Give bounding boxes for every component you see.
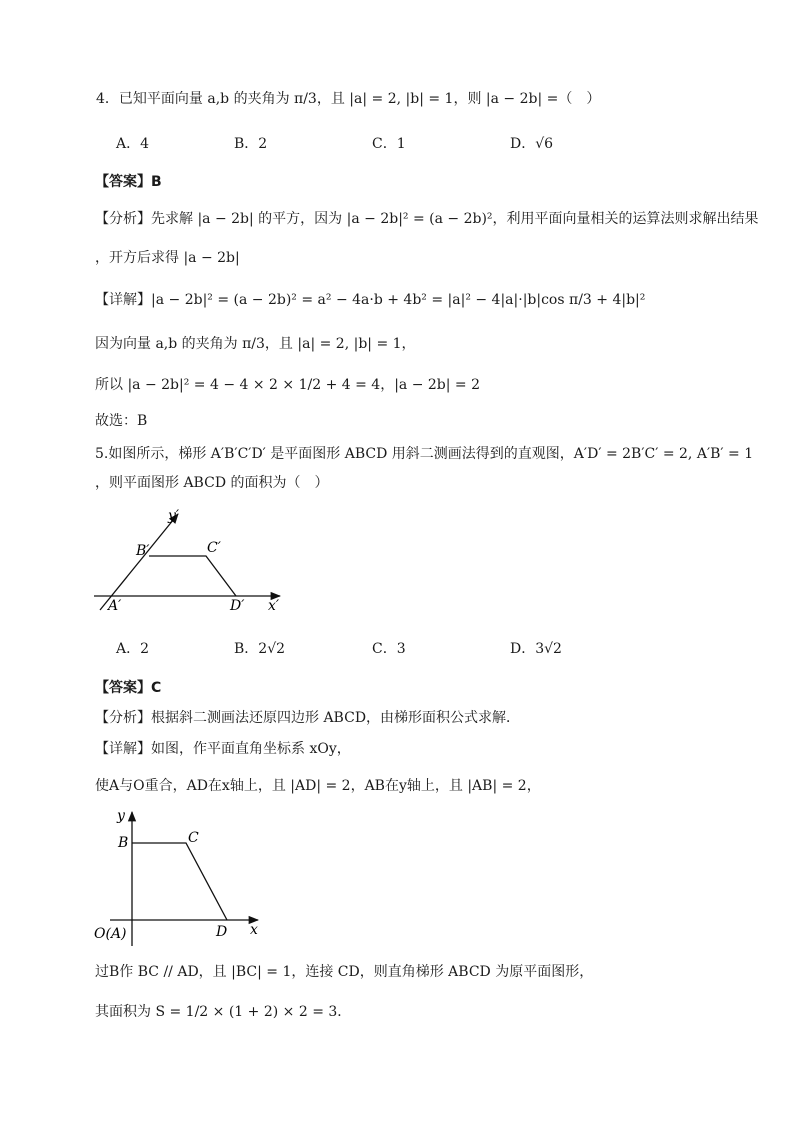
q5-stem: 5.如图所示，梯形 A′B′C′D′ 是平面图形 ABCD 用斜二测画法得到的直观图，A′D′ = 2B′C′ = 2, A′B′ = 1 [95,446,754,462]
q4-analysis-cont: ，开方后求得 |a − 2b| [95,250,240,266]
q4-option-c: C．1 [372,136,406,152]
q5-stem-cont: ，则平面图形 ABCD 的面积为（ ） [95,475,329,491]
q5-area-result: 其面积为 S = 1/2 × (1 + 2) × 2 = 3． [95,1004,352,1020]
q4-answer: 【答案】B [95,174,162,190]
right-trapezoid-figure [90,800,280,952]
point-c-label: C [188,830,199,846]
b-prime-label: B′ [136,543,150,559]
q4-option-d: D．√6 [510,136,554,152]
oblique-trapezoid-figure [90,500,300,625]
x-axis-label: x [250,922,258,938]
q4-option-b: B．2 [234,136,268,152]
x-prime-label: x′ [268,598,280,614]
q4-option-a: A．4 [116,136,150,152]
a-prime-label: A′ [108,598,122,614]
q4-reason: 因为向量 a,b 的夹角为 π/3，且 |a| = 2, |b| = 1， [95,336,416,352]
point-b-label: B [118,835,129,851]
q5-analysis: 【分析】根据斜二测画法还原四边形 ABCD，由梯形面积公式求解． [95,710,521,726]
c-prime-label: C′ [207,540,221,556]
point-d-label: D [216,924,228,940]
q5-setup: 使A与O重合，AD在x轴上，且 |AD| = 2，AB在y轴上，且 |AB| = 2， [95,778,541,794]
q4-calculation: 所以 |a − 2b|² = 4 − 4 × 2 × 1/2 + 4 = 4，|a − 2b| = 2 [95,377,481,393]
origin-label: O(A) [94,926,127,942]
q5-option-d: D．3√2 [510,641,562,657]
q5-detail: 【详解】如图，作平面直角坐标系 xOy， [95,741,351,757]
q5-option-b: B．2√2 [234,641,286,657]
q4-analysis: 【分析】先求解 |a − 2b| 的平方，因为 |a − 2b|² = (a − 2b)²，利用平面向量相关的运算法则求解出结果 [95,211,759,227]
d-prime-label: D′ [230,598,245,614]
q5-option-a: A．2 [116,641,150,657]
y-axis-label: y [117,808,125,824]
q5-option-c: C．3 [372,641,406,657]
q5-construction: 过B作 BC // AD，且 |BC| = 1，连接 CD，则直角梯形 ABCD 为原平面图形， [95,964,594,980]
q4-detail: 【详解】|a − 2b|² = (a − 2b)² = a² − 4a·b + 4b² = |a|² − 4|a|·|b|cos π/3 + 4|b|² [95,292,646,308]
q4-stem: 4．已知平面向量 a,b 的夹角为 π/3，且 |a| = 2, |b| = 1，则 |a − 2b| =（ ） [96,91,601,107]
q5-answer: 【答案】C [95,680,162,696]
trapezoid-edges [149,556,236,596]
q4-conclusion: 故选：B [95,413,148,429]
y-prime-label: y′ [168,508,180,524]
trapezoid-edges [132,843,227,920]
